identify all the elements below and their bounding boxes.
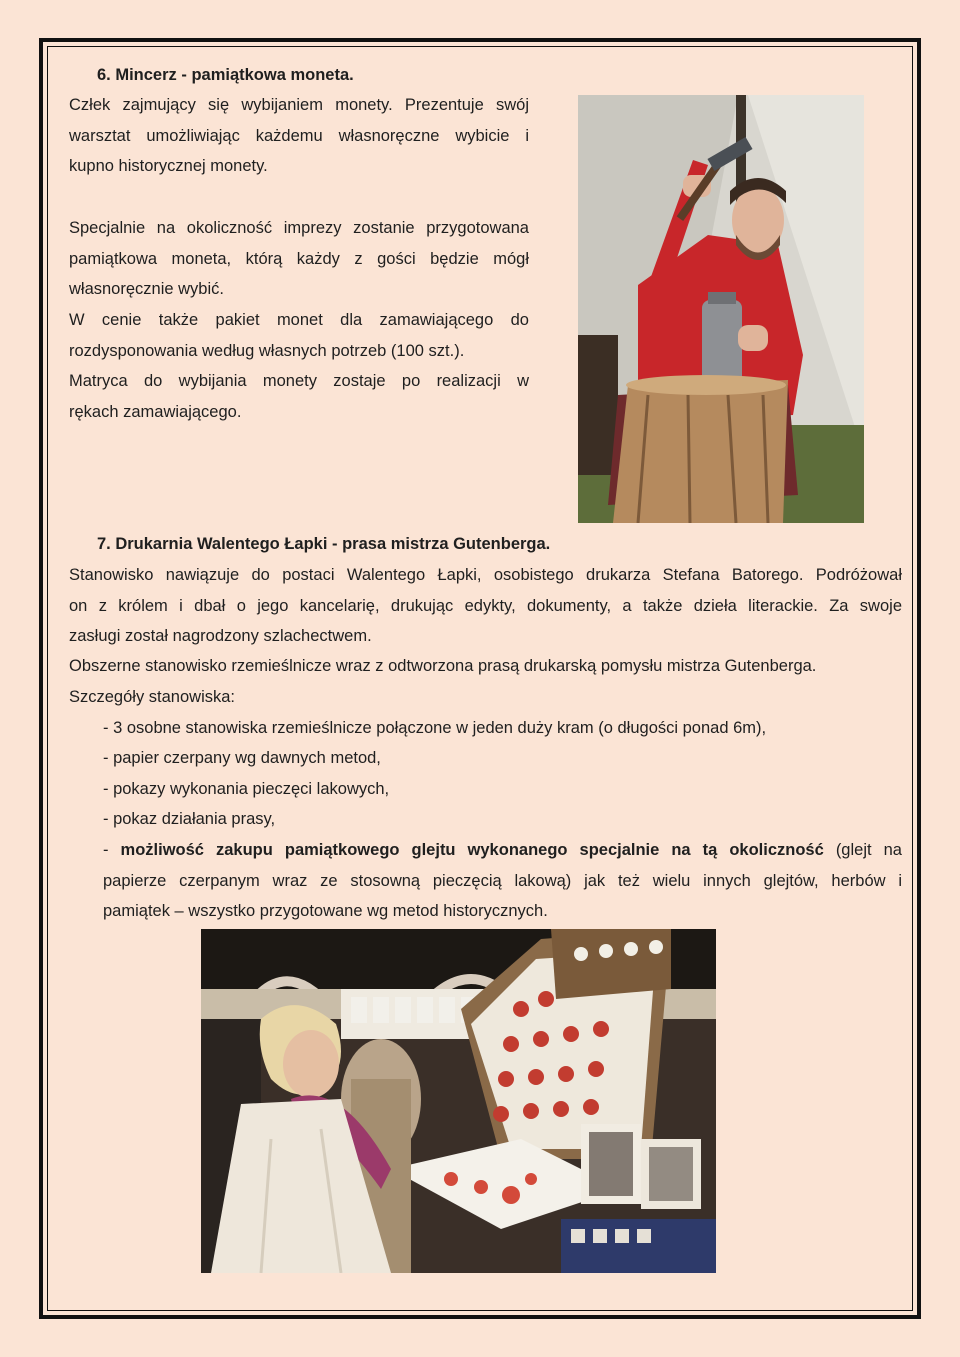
text-line: Człek zajmujący się wybijaniem monety. Prezentuje swój (69, 96, 529, 114)
text-line: warsztat umożliwiając każdemu własnoręczne wybicie i (69, 126, 529, 145)
text-line: Matryca do wybijania monety zostaje po realizacji w (69, 372, 529, 390)
text-line: rozdysponowania według własnych potrzeb (100 szt.). (69, 341, 465, 360)
section-6-paragraph-3 (69, 305, 529, 366)
text-line: kupno historycznej monety. (69, 157, 268, 176)
section-6-paragraph-2 (69, 213, 529, 305)
section-7-paragraph-1 (69, 560, 902, 652)
text-line: on z królem i dbał o jego kancelarię, drukując edykty, dokumenty, a także dzieła literackie. Za swoje (69, 596, 902, 615)
section-6-paragraph-1 (69, 90, 529, 182)
text-line (103, 835, 902, 866)
text-line: papierze czerpanym wraz ze stosowną pieczęcią lakową) jak też wielu innych glejtów, herbów i (103, 871, 902, 890)
section-6-heading: 6. Mincerz - pamiątkowa moneta. (97, 66, 354, 84)
section-6-paragraph-4 (69, 366, 529, 427)
text-fragment: (glejt na (823, 841, 902, 859)
text-line: zasługi został nagrodzony szlachectwem. (69, 627, 372, 646)
list-dash: - (103, 841, 121, 859)
section-7-paragraph-2: Obszerne stanowisko rzemieślnicze wraz z odtworzona prasą drukarską pomysłu mistrza Gutenberga. (69, 657, 817, 675)
text-line: W cenie także pakiet monet dla zamawiającego do (69, 311, 529, 329)
text-line: Specjalnie na okoliczność imprezy zostanie przygotowana (69, 219, 529, 237)
details-label: Szczegóły stanowiska: (69, 688, 235, 706)
mint-craftsman-photo (578, 95, 864, 523)
text-line: Stanowisko nawiązuje do postaci Walentego Łapki, osobistego drukarza Stefana Batorego. Podróżował (69, 566, 902, 584)
text-line: rękach zamawiającego. (69, 402, 242, 421)
text-line: pamiątek – wszystko przygotowane wg metod historycznych. (103, 902, 548, 921)
list-item: - papier czerpany wg dawnych metod, (103, 749, 381, 767)
list-item: - pokaz działania prasy, (103, 810, 276, 828)
text-line: pamiątkowa moneta, którą każdy z gości będzie mógł (69, 249, 529, 268)
text-line: własnoręcznie wybić. (69, 280, 224, 299)
list-item: - pokazy wykonania pieczęci lakowych, (103, 780, 390, 798)
bold-phrase: możliwość zakupu pamiątkowego glejtu wykonanego specjalnie na tą okoliczność (120, 841, 824, 859)
printing-stall-photo (201, 929, 716, 1273)
list-item: - 3 osobne stanowiska rzemieślnicze połączone w jeden duży kram (o długości ponad 6m), (103, 719, 767, 737)
section-7-heading: 7. Drukarnia Walentego Łapki - prasa mistrza Gutenberga. (97, 535, 551, 553)
list-item-last (103, 835, 902, 927)
